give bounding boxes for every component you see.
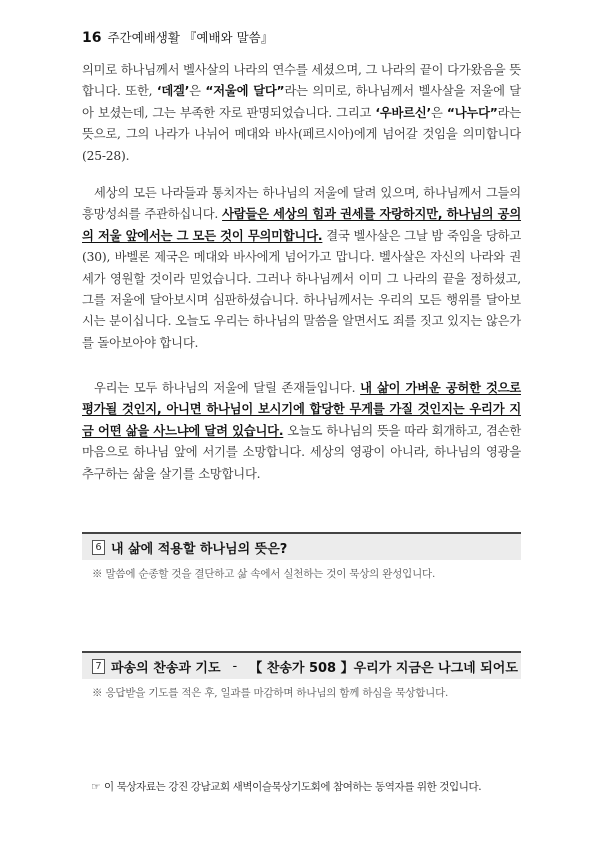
hymn-title: 【 찬송가 508 】우리가 지금은 나그네 되어도 xyxy=(249,660,518,676)
underlined-emphasis: 내 삶이 가벼운 공허한 것으로 평가될 것인지, 아니면 하나님이 보시기에 합당한 무게를 가질 것인지는 우리가 지금 어떤 삶을 사느냐에 달려 있습니다. xyxy=(82,381,521,438)
paragraph-3 xyxy=(82,378,521,485)
underlined-emphasis: 사람들은 세상의 힘과 권세를 자랑하지만, 하나님의 공의의 저울 앞에서는 그 모든 것이 무의미합니다. xyxy=(82,207,522,243)
separator-dash: - xyxy=(232,658,238,674)
text-span: 결국 벨사살은 그날 밤 죽임을 당하고(30), 바벨론 제국은 메대와 바사에게 넘어가고 맙니다. 벨사살은 자신의 나라와 권세가 영원할 것이라 믿었습니다. 그러나 하나님께서 이미 그 나라의 끝을 정하셨고, 그를 저울에 달아보시며 심판하셨습니다. 하나님께서는 우리의 모든 행위를 달아보시는 분이십니다. 오늘도 우리는 하나님의 말씀을 알면서도 죄를 짓고 있지는 않은가를 돌아보아야 합니다. xyxy=(82,228,521,350)
page-footer xyxy=(91,779,481,794)
section-6-note: ※ 말씀에 순종할 것을 결단하고 삶 속에서 실천하는 것이 묵상의 완성입니다. xyxy=(92,568,436,580)
meaning-divided: “나누다” xyxy=(446,105,498,120)
text-span: 은 xyxy=(431,105,447,120)
pointing-hand-icon: ☞ xyxy=(91,781,101,793)
text-span: 의미로 하나님께서 벨사살의 나라의 연수를 세셨으며, 그 나라의 끝이 다가왔음을 뜻합니다. 또한, xyxy=(82,63,521,99)
paragraph-2 xyxy=(82,183,521,354)
paragraph-1 xyxy=(82,60,521,167)
footer-text: 이 묵상자료는 강진 강남교회 새벽이슬묵상기도회에 참여하는 동역자를 위한 것입니다. xyxy=(104,781,482,793)
text-span: 라는 뜻으로, 그의 나라가 나뉘어 메대와 바사(페르시아)에게 넘어갈 것임을 의미합니다(25-28). xyxy=(82,105,521,163)
section-number-box: 7 xyxy=(92,659,105,674)
meaning-weighed: “저울에 달다” xyxy=(205,84,285,99)
text-span: 오늘도 하나님의 뜻을 따라 회개하고, 겸손한 마음으로 하나님 앞에 서기를 소망합니다. 세상의 영광이 아니라, 하나님의 영광을 추구하는 삶을 살기를 소망합니다. xyxy=(82,423,521,481)
section-7-note: ※ 응답받을 기도를 적은 후, 일과를 마감하며 하나님의 함께 하심을 묵상합니다. xyxy=(92,687,449,699)
section-title: 내 삶에 적용할 하나님의 뜻은? xyxy=(111,541,288,557)
section-7-heading xyxy=(82,651,521,679)
header-title: 주간예배생활 『예배와 말씀』 xyxy=(107,30,274,45)
section-6-heading xyxy=(82,532,521,560)
page-header xyxy=(82,28,273,46)
text-span: 우리는 모두 하나님의 저울에 달릴 존재들입니다. xyxy=(94,381,361,395)
section-number-box: 6 xyxy=(92,540,105,555)
text-span: 은 xyxy=(189,84,206,99)
text-span: 세상의 모든 나라들과 통치자는 하나님의 저울에 달려 있으며, 하나님께서 그들의 흥망성쇠를 주관하십니다. xyxy=(82,186,521,222)
text-span: 라는 의미로, 하나님께서 벨사살을 저울에 달아 보셨는데, 그는 부족한 자로 판명되었습니다. 그리고 xyxy=(82,84,521,120)
section-title: 파송의 찬송과 기도 xyxy=(111,660,221,676)
term-degel: ‘데겔’ xyxy=(156,84,190,99)
page-number: 16 xyxy=(82,30,102,46)
term-upharsin: ‘우바르신’ xyxy=(375,105,431,120)
